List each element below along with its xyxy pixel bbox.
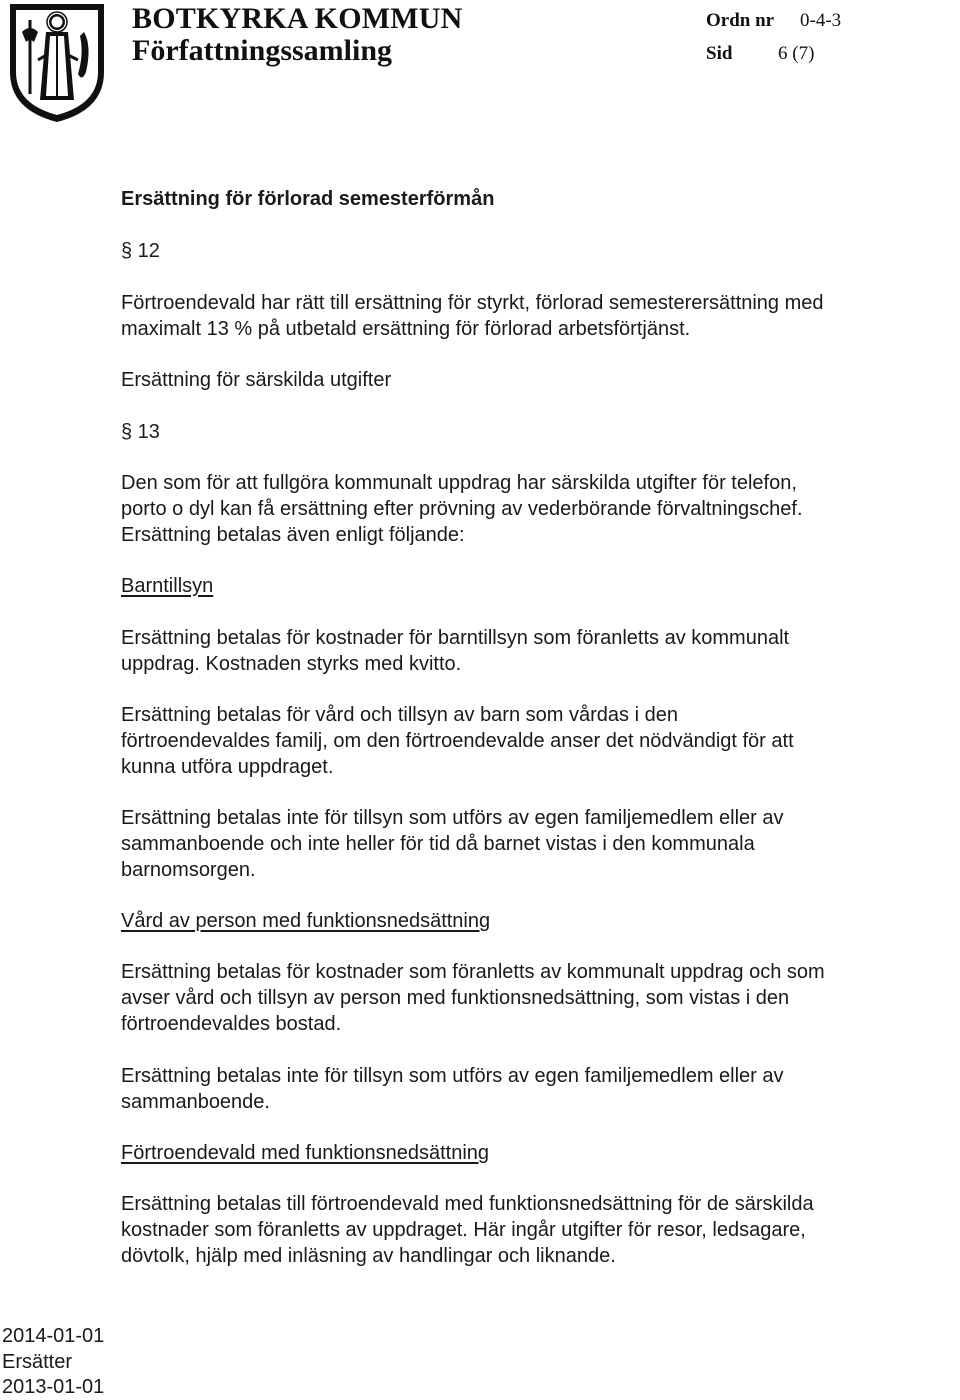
collection-title: Författningssamling: [132, 34, 393, 67]
footer-date: 2014-01-01: [2, 1325, 105, 1347]
text-line: Ersättning betalas för vård och tillsyn av barn som vårdas i den: [121, 704, 678, 726]
text-line: Förtroendevald har rätt till ersättning för styrkt, förlorad semesterersättning med: [121, 292, 824, 314]
section-heading: Ersättning för särskilda utgifter: [121, 369, 392, 391]
ordn-value: 0-4-3: [800, 10, 842, 31]
footer-label: Ersätter: [2, 1351, 73, 1373]
subheading: Barntillsyn: [121, 575, 214, 597]
sid-label: Sid: [706, 43, 733, 64]
text-line: barnomsorgen.: [121, 859, 256, 881]
paragraph-number: § 13: [121, 421, 160, 443]
text-line: förtroendevaldes familj, om den förtroendevalde anser det nödvändigt för att: [121, 730, 794, 752]
subheading: Vård av person med funktionsnedsättning: [121, 910, 491, 932]
text-line: dövtolk, hjälp med inläsning av handlingar och liknande.: [121, 1245, 616, 1267]
paragraph-number: § 12: [121, 240, 160, 262]
section-heading: Ersättning för förlorad semesterförmån: [121, 188, 495, 210]
text-line: kostnader som föranletts av uppdraget. Här ingår utgifter för resor, ledsagare,: [121, 1219, 806, 1241]
text-line: avser vård och tillsyn av person med funktionsnedsättning, som vistas i den: [121, 987, 790, 1009]
text-line: Ersättning betalas för kostnader som föranletts av kommunalt uppdrag och som: [121, 961, 825, 983]
text-line: Den som för att fullgöra kommunalt uppdrag har särskilda utgifter för telefon,: [121, 472, 797, 494]
text-line: Ersättning betalas till förtroendevald med funktionsnedsättning för de särskilda: [121, 1193, 814, 1215]
text-line: kunna utföra uppdraget.: [121, 756, 334, 778]
text-line: uppdrag. Kostnaden styrks med kvitto.: [121, 653, 462, 675]
subheading: Förtroendevald med funktionsnedsättning: [121, 1142, 490, 1164]
organization-name: BOTKYRKA KOMMUN: [132, 2, 463, 35]
footer-replaced-date: 2013-01-01: [2, 1376, 105, 1398]
text-line: Ersättning betalas inte för tillsyn som utförs av egen familjemedlem eller av: [121, 807, 784, 829]
ordn-label: Ordn nr: [706, 10, 775, 31]
text-line: sammanboende och inte heller för tid då barnet vistas i den kommunala: [121, 833, 755, 855]
text-line: Ersättning betalas inte för tillsyn som utförs av egen familjemedlem eller av: [121, 1065, 784, 1087]
text-line: Ersättning betalas för kostnader för barntillsyn som föranletts av kommunalt: [121, 627, 790, 649]
text-line: maximalt 13 % på utbetald ersättning för förlorad arbetsförtjänst.: [121, 318, 691, 340]
text-line: sammanboende.: [121, 1091, 270, 1113]
text-line: förtroendevaldes bostad.: [121, 1013, 342, 1035]
text-line: porto o dyl kan få ersättning efter prövning av vederbörande förvaltningschef.: [121, 498, 803, 520]
coat-of-arms-icon: [8, 2, 106, 124]
sid-value: 6 (7): [778, 43, 815, 64]
text-line: Ersättning betalas även enligt följande:: [121, 524, 465, 546]
